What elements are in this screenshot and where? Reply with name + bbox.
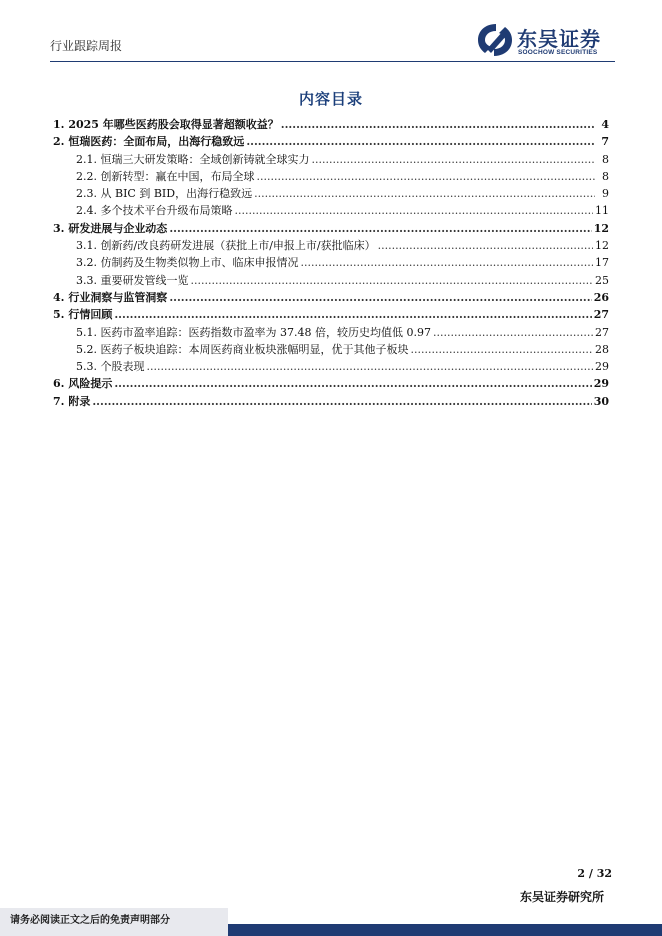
toc-leader-dots [254, 185, 595, 202]
toc-entry-page: 29 [593, 377, 609, 391]
toc-entry-page: 4 [601, 118, 609, 131]
toc-leader-dots [246, 133, 595, 150]
disclaimer-tab [0, 908, 228, 936]
toc-entry-title: 7. 附录 [53, 394, 91, 408]
toc-title: 内容目录 [298, 90, 363, 108]
toc-entry-page: 8 [602, 152, 609, 166]
toc-entry-page: 26 [593, 290, 609, 304]
report-type-label: 行业跟踪周报 [50, 39, 123, 53]
toc-entry-title: 2.3. 从 BIC 到 BID，出海行稳致远 [76, 187, 253, 201]
toc-entry-page: 8 [602, 169, 609, 183]
brand-logo [476, 22, 618, 60]
toc-entry-title: 2.4. 多个技术平台升级布局策略 [76, 204, 233, 218]
footer-bar [0, 908, 662, 936]
toc-entry[interactable] [53, 133, 609, 150]
toc-entry-title: 2. 恒瑞医药：全面布局，出海行稳致远 [53, 135, 245, 149]
toc-entry-title: 2.1. 恒瑞三大研发策略：全域创新铸就全球实力 [76, 152, 310, 166]
toc-entry[interactable] [53, 202, 609, 219]
page-number: 2 / 32 [577, 867, 612, 880]
toc-leader-dots [235, 202, 594, 219]
toc-entry-page: 27 [593, 308, 609, 322]
toc-leader-dots [114, 306, 591, 323]
toc-entry-page: 27 [595, 325, 609, 339]
toc-leader-dots [281, 116, 595, 133]
header-divider [50, 61, 615, 62]
toc-leader-dots [257, 168, 596, 185]
toc-entry-title: 5.1. 医药市盈率追踪：医药指数市盈率为 37.48 倍，较历史均值低 0.97 [76, 325, 431, 339]
toc-leader-dots [411, 341, 594, 358]
toc-leader-dots [301, 254, 594, 271]
toc-entry-page: 11 [595, 204, 609, 218]
toc-entry-title: 3.3. 重要研发管线一览 [76, 273, 189, 287]
toc-entry[interactable] [53, 289, 609, 306]
toc-entry-title: 3.1. 创新药/改良药研发进展（获批上市/申报上市/获批临床） [76, 239, 376, 253]
toc-leader-dots [92, 393, 591, 410]
toc-entry[interactable] [53, 358, 609, 375]
toc-leader-dots [378, 237, 593, 254]
toc-entry-title: 2.2. 创新转型：赢在中国，布局全球 [76, 169, 255, 183]
toc-leader-dots [169, 220, 591, 237]
toc-entry[interactable] [53, 151, 609, 168]
toc-entry[interactable] [53, 116, 609, 133]
toc-entry[interactable] [53, 185, 609, 202]
toc-entry[interactable] [53, 375, 609, 392]
toc-entry-title: 5.3. 个股表现 [76, 360, 145, 374]
toc-entry-page: 7 [601, 135, 609, 149]
toc-entry-title: 5.2. 医药子板块追踪：本周医药商业板块涨幅明显，优于其他子板块 [76, 342, 409, 356]
disclaimer-text: 请务必阅读正文之后的免责声明部分 [10, 915, 170, 926]
toc-leader-dots [169, 289, 591, 306]
toc-entry[interactable] [53, 237, 609, 254]
toc-entry[interactable] [53, 324, 609, 341]
toc-leader-dots [191, 272, 594, 289]
toc-entry-title: 3.2. 仿制药及生物类似物上市、临床申报情况 [76, 256, 299, 270]
table-of-contents [53, 116, 609, 410]
toc-entry-title: 5. 行情回顾 [53, 308, 113, 322]
brand-name-en: SOOCHOW SECURITIES [518, 49, 598, 56]
toc-entry[interactable] [53, 393, 609, 410]
toc-leader-dots [433, 324, 593, 341]
toc-entry[interactable] [53, 306, 609, 323]
toc-entry[interactable] [53, 341, 609, 358]
soochow-securities-logo-icon [476, 22, 514, 58]
toc-entry-page: 28 [595, 342, 609, 356]
toc-entry-page: 25 [595, 273, 609, 287]
toc-entry-page: 12 [593, 221, 609, 235]
toc-entry[interactable] [53, 254, 609, 271]
toc-entry[interactable] [53, 220, 609, 237]
toc-entry-title: 6. 风险提示 [53, 377, 113, 391]
toc-entry[interactable] [53, 168, 609, 185]
toc-entry-page: 29 [595, 360, 609, 374]
toc-entry-title: 4. 行业洞察与监管洞察 [53, 290, 168, 304]
brand-name-cn: 东吴证券 [517, 27, 601, 51]
toc-entry-title: 1. 2025 年哪些医药股会取得显著超额收益？ [53, 118, 279, 131]
toc-leader-dots [312, 151, 596, 168]
toc-entry-page: 12 [595, 239, 609, 253]
toc-leader-dots [147, 358, 594, 375]
footer-institute: 东吴证券研究所 [519, 890, 604, 904]
toc-entry-page: 30 [593, 394, 609, 408]
toc-entry-page: 9 [602, 187, 609, 201]
toc-entry-page: 17 [595, 256, 609, 270]
toc-entry[interactable] [53, 272, 609, 289]
toc-entry-title: 3. 研发进展与企业动态 [53, 221, 168, 235]
toc-leader-dots [114, 375, 591, 392]
